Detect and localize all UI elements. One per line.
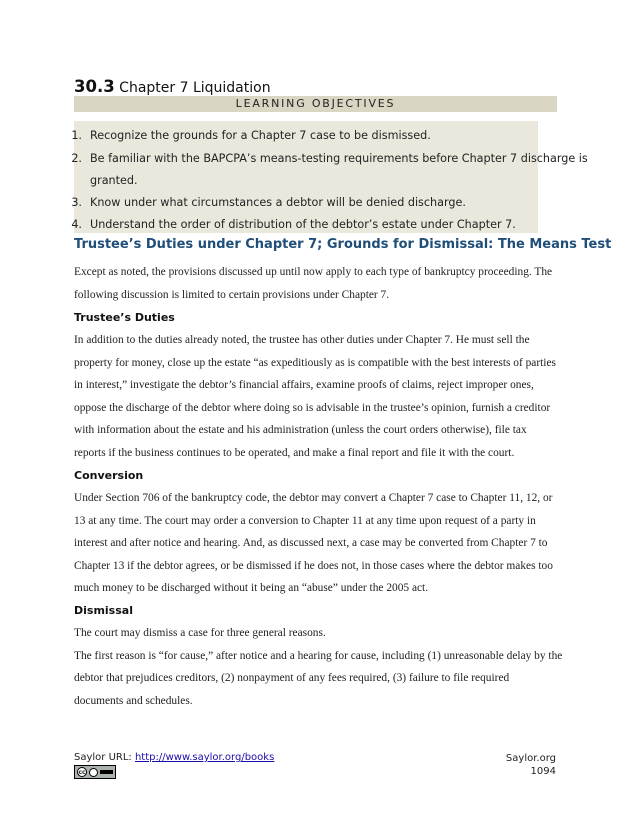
paragraph-line: much money to be discharged without it being an “abuse” under the 2005 act. xyxy=(74,582,429,594)
paragraph-line: interest and after notice and hearing. And, as discussed next, a case may be converted from Chapter 7 to xyxy=(74,537,548,549)
license-bar-icon xyxy=(100,770,113,774)
paragraph-line: Under Section 706 of the bankruptcy code, the debtor may convert a Chapter 7 case to Chapter 11, 12, or xyxy=(74,492,553,504)
footer-url-link[interactable]: http://www.saylor.org/books xyxy=(134,752,275,763)
paragraph-line: In addition to the duties already noted, the trustee has other duties under Chapter 7. He must sell the xyxy=(74,334,530,346)
paragraph-line: reports if the business continues to be operated, and make a final report and file it with the court. xyxy=(74,447,515,459)
trustees-duties-heading: Trustee’s Duties xyxy=(74,311,175,324)
paragraph-line: property for money, close up the estate “as expeditiously as is compatible with the best interests of parties xyxy=(74,357,556,369)
dismissal-heading: Dismissal xyxy=(74,604,133,617)
section-title-text: Chapter 7 Liquidation xyxy=(119,80,271,96)
paragraph-line: in interest,” investigate the debtor’s financial affairs, examine proofs of claims, reject improper ones, xyxy=(74,379,534,391)
objective-number: 2. xyxy=(71,152,82,165)
objective-text: Know under what circumstances a debtor will be denied discharge. xyxy=(90,196,466,209)
learning-objectives-heading: LEARNING OBJECTIVES xyxy=(74,96,557,112)
footer-source xyxy=(74,752,274,763)
section-number: 30.3 xyxy=(74,77,115,96)
learning-objectives-box xyxy=(71,121,588,233)
objective-text: granted. xyxy=(90,174,138,187)
paragraph-line: oppose the discharge of the debtor where doing so is advisable in the trustee’s opinion, furnish a creditor xyxy=(74,402,551,414)
objective-text: Understand the order of distribution of the debtor’s estate under Chapter 7. xyxy=(90,218,516,231)
paragraph-line: The first reason is “for cause,” after notice and a hearing for cause, including (1) unreasonable delay by the xyxy=(74,650,563,662)
objective-text: Be familiar with the BAPCPA’s means-testing requirements before Chapter 7 discharge is xyxy=(90,152,588,165)
objective-number: 4. xyxy=(71,218,82,231)
intro-line: following discussion is limited to certain provisions under Chapter 7. xyxy=(74,289,390,301)
paragraph-line: The court may dismiss a case for three general reasons. xyxy=(74,627,326,639)
page-number: 1094 xyxy=(530,766,556,777)
intro-line: Except as noted, the provisions discussed up until now apply to each type of bankruptcy proceeding. The xyxy=(74,266,553,278)
paragraph-line: documents and schedules. xyxy=(74,695,193,707)
paragraph-line: Chapter 13 if the debtor agrees, or be dismissed if he does not, in those cases where the debtor makes too xyxy=(74,560,553,572)
main-heading: Trustee’s Duties under Chapter 7; Grounds for Dismissal: The Means Test xyxy=(74,237,612,252)
section-title xyxy=(74,77,271,96)
conversion-heading: Conversion xyxy=(74,469,144,482)
cc-icon: cc xyxy=(78,769,86,776)
paragraph-line: 13 at any time. The court may order a conversion to Chapter 11 at any time upon request of a party in xyxy=(74,515,536,527)
objective-number: 3. xyxy=(71,196,82,209)
objective-number: 1. xyxy=(71,129,82,142)
footer-url-label: Saylor URL: xyxy=(74,752,135,763)
objective-text: Recognize the grounds for a Chapter 7 case to be dismissed. xyxy=(90,129,431,142)
footer-right xyxy=(506,752,556,778)
by-icon xyxy=(89,768,98,777)
paragraph-line: debtor that prejudices creditors, (2) nonpayment of any fees required, (3) failure to file required xyxy=(74,672,510,684)
cc-license-icon[interactable] xyxy=(74,765,116,779)
paragraph-line: with information about the estate and his administration (unless the court orders otherwise), file tax xyxy=(74,424,527,436)
footer-site: Saylor.org xyxy=(505,753,556,764)
